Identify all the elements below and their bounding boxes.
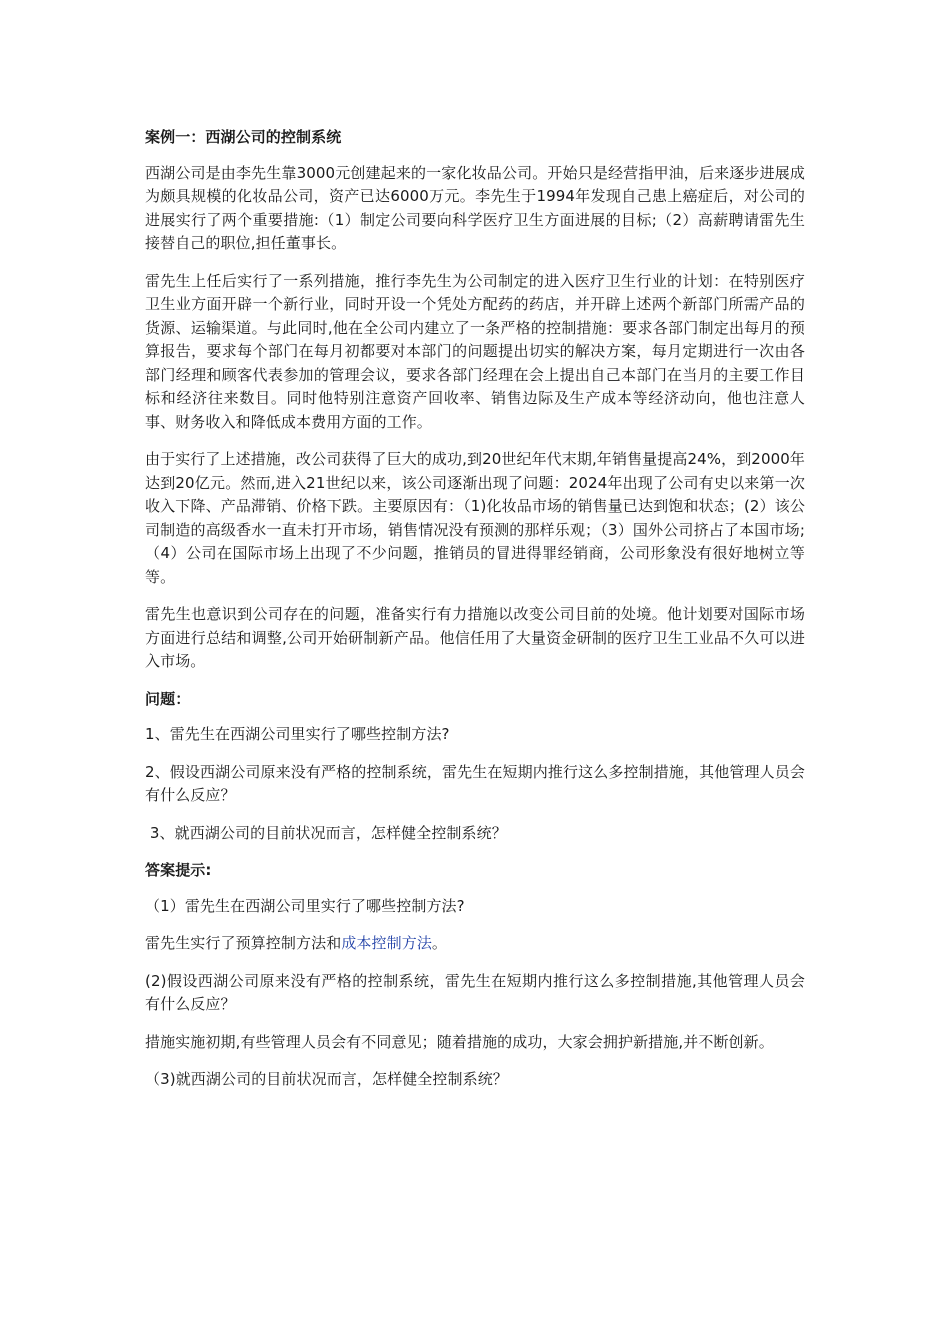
answer-question-3: （3)就西湖公司的目前状况而言，怎样健全控制系统？: [145, 1070, 508, 1088]
cost-control-method-link[interactable]: 成本控制方法: [341, 934, 432, 952]
answer-1-suffix: 。: [431, 934, 448, 952]
paragraph-problems: 由于实行了上述措施，改公司获得了巨大的成功,到20世纪年代末期,年销售量提高24%，到2000年达到20亿元。然而,进入21世纪以来，该公司逐渐出现了问题：2024年出现了公司有史以来第一次收入下降、产品滞销、价格下跌。主要原因有：（1)化妆品市场的销售量已达到饱和状态；(2）该公司制造的高级香水一直未打开市场，销售情况没有预测的那样乐观；（3）国外公司挤占了本国市场;（4）公司在国际市场上出现了不少问题，推销员的冒进得罪经销商，公司形象没有很好地树立等等。: [145, 450, 805, 586]
paragraph-plan: 雷先生也意识到公司存在的问题，准备实行有力措施以改变公司目前的处境。他计划要对国际市场方面进行总结和调整,公司开始研制新产品。他信任用了大量资金研制的医疗卫生工业品不久可以进入市场。: [145, 605, 805, 670]
answer-question-2: (2)假设西湖公司原来没有严格的控制系统，雷先生在短期内推行这么多控制措施,其他管理人员会有什么反应？: [145, 971, 805, 1013]
question-1: 1、雷先生在西湖公司里实行了哪些控制方法?: [145, 725, 450, 743]
answer-question-1: （1）雷先生在西湖公司里实行了哪些控制方法?: [145, 896, 465, 915]
document-body: [145, 126, 805, 1106]
answer-2: 措施实施初期,有些管理人员会有不同意见；随着措施的成功，大家会拥护新措施,并不断创新。: [145, 1032, 774, 1051]
answer-1: [145, 932, 805, 956]
answers-heading: 答案提示:: [145, 861, 212, 879]
case-title: 案例一：西湖公司的控制系统: [145, 128, 342, 146]
paragraph-measures: 雷先生上任后实行了一系列措施，推行李先生为公司制定的进入医疗卫生行业的计划：在特别医疗卫生业方面开辟一个新行业，同时开设一个凭处方配药的药店，并开辟上述两个新部门所需产品的货源、运输渠道。与此同时,他在全公司内建立了一条严格的控制措施：要求各部门制定出每月的预算报告，要求每个部门在每月初都要对本部门的问题提出切实的解决方案，每月定期进行一次由各部门经理和顾客代表参加的管理会议，要求各部门经理在会上提出自己本部门在当月的主要工作目标和经济往来数目。同时他特别注意资产回收率、销售边际及生产成本等经济动向，他也注意人事、财务收入和降低成本费用方面的工作。: [145, 271, 805, 431]
answer-1-prefix: 雷先生实行了预算控制方法和: [145, 934, 342, 952]
question-2: 2、假设西湖公司原来没有严格的控制系统，雷先生在短期内推行这么多控制措施，其他管理人员会有什么反应？: [145, 762, 805, 804]
questions-heading: 问题：: [145, 689, 191, 708]
question-3: 3、就西湖公司的目前状况而言，怎样健全控制系统？: [145, 823, 507, 842]
paragraph-intro: 西湖公司是由李先生靠3000元创建起来的一家化妆品公司。开始只是经营指甲油，后来逐步进展成为颇具规模的化妆品公司，资产已达6000万元。李先生于1994年发现自己患上癌症后，对公司的进展实行了两个重要措施:（1）制定公司要向科学医疗卫生方面进展的目标;（2）高薪聘请雷先生接替自己的职位,担任董事长。: [145, 163, 805, 252]
